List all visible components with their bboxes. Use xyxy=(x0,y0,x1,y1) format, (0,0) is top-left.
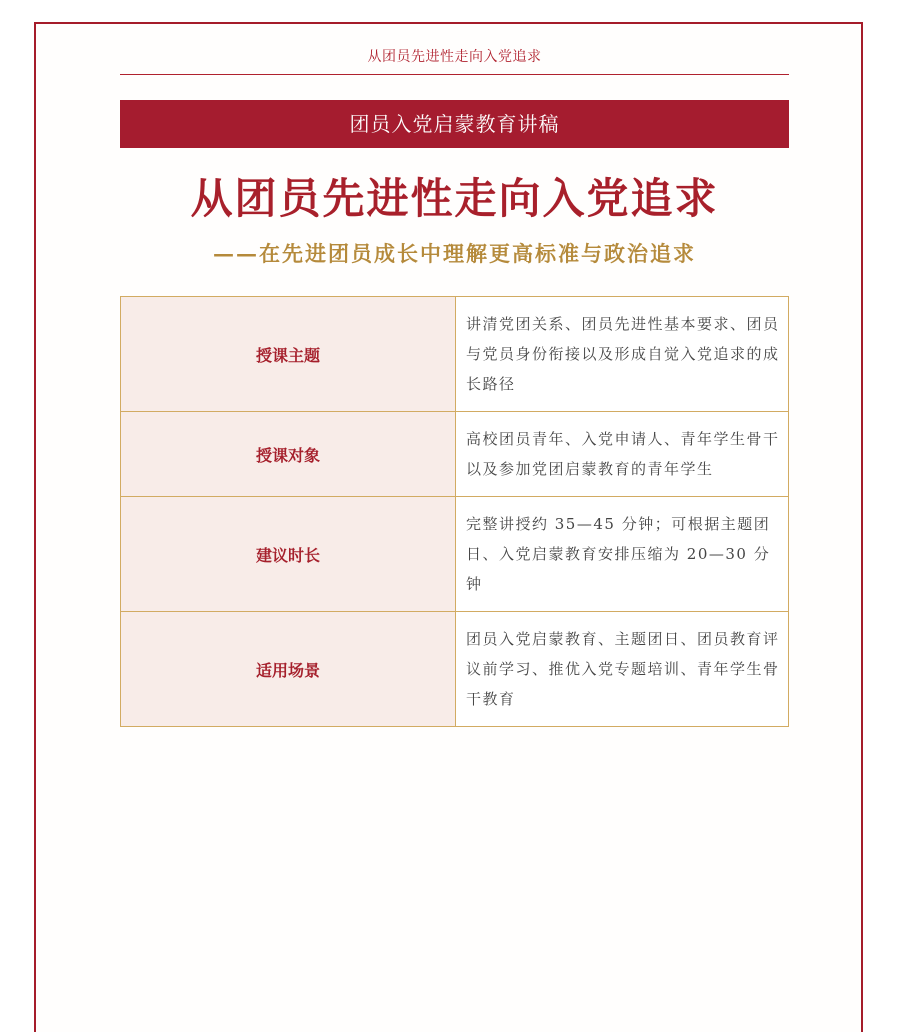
row-label-scenario: 适用场景 xyxy=(121,612,456,727)
table-row xyxy=(121,297,789,412)
header-rule xyxy=(120,74,789,75)
course-info-table xyxy=(120,296,789,727)
table-row xyxy=(121,497,789,612)
row-label-duration: 建议时长 xyxy=(121,497,456,612)
running-header: 从团员先进性走向入党追求 xyxy=(367,49,542,65)
table-row xyxy=(121,612,789,727)
row-label-topic: 授课主题 xyxy=(121,297,456,412)
table-row xyxy=(121,412,789,497)
row-label-audience: 授课对象 xyxy=(121,412,456,497)
row-value-topic: 讲清党团关系、团员先进性基本要求、团员与党员身份衔接以及形成自觉入党追求的成长路径 xyxy=(456,297,789,412)
page-title: 从团员先进性走向入党追求 xyxy=(190,174,719,223)
row-value-audience: 高校团员青年、入党申请人、青年学生骨干以及参加党团启蒙教育的青年学生 xyxy=(456,412,789,497)
section-banner: 团员入党启蒙教育讲稿 xyxy=(120,100,789,148)
row-value-scenario: 团员入党启蒙教育、主题团日、团员教育评议前学习、推优入党专题培训、青年学生骨干教育 xyxy=(456,612,789,727)
page-subtitle: ——在先进团员成长中理解更高标准与政治追求 xyxy=(213,241,696,266)
row-value-duration: 完整讲授约 35—45 分钟；可根据主题团日、入党启蒙教育安排压缩为 20—30 分钟 xyxy=(456,497,789,612)
